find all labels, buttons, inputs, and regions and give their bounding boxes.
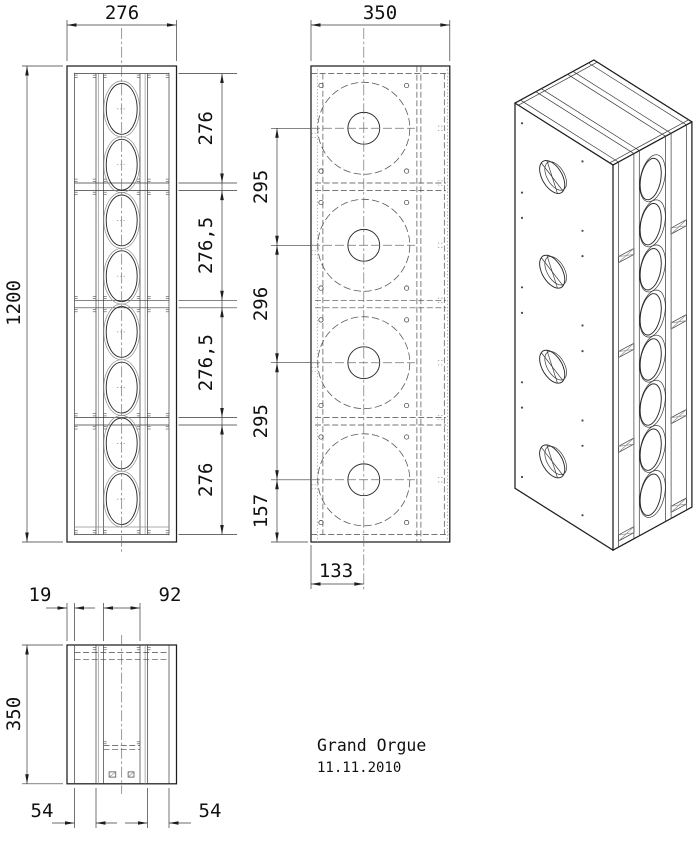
dimension-arrow xyxy=(25,66,29,76)
dimension-arrow xyxy=(311,582,321,586)
dim-label: 295 xyxy=(250,169,272,204)
dimension-arrow xyxy=(167,23,177,27)
screw-hole xyxy=(404,403,408,407)
dim-label: 276 xyxy=(195,462,217,497)
screw-hole xyxy=(319,286,323,290)
screw-hole xyxy=(319,520,323,524)
screw-dot xyxy=(581,255,583,257)
dimension-arrow xyxy=(220,74,224,84)
dimension-arrow xyxy=(25,645,29,655)
screw-dot xyxy=(521,407,523,409)
dimension-arrow xyxy=(58,606,68,610)
dimension-arrow xyxy=(75,606,85,610)
dimension-arrow xyxy=(220,408,224,418)
dimension-arrow xyxy=(275,533,279,543)
dimension-arrow xyxy=(220,308,224,318)
screw-hole xyxy=(319,169,323,173)
dimension-arrow xyxy=(104,606,114,610)
screw-dot xyxy=(581,350,583,352)
dimension-arrow xyxy=(275,353,279,363)
dim-label: 276 xyxy=(195,111,217,146)
dim-label: 296 xyxy=(250,286,272,322)
screw-dot xyxy=(521,217,523,219)
screw-dot xyxy=(581,160,583,162)
screw-dot xyxy=(581,514,583,516)
title-block xyxy=(317,736,426,776)
dim-label: 54 xyxy=(30,800,54,822)
screw-hole xyxy=(404,318,408,322)
side-view xyxy=(250,2,450,591)
screw-hole xyxy=(319,435,323,439)
screw-dot xyxy=(521,381,523,383)
drawing-date: 11.11.2010 xyxy=(317,760,402,776)
screw-hole xyxy=(404,200,408,204)
isometric-view xyxy=(515,60,692,550)
drawing-title: Grand Orgue xyxy=(317,736,427,755)
dimension-arrow xyxy=(275,236,279,246)
dim-label: 295 xyxy=(250,404,272,439)
dimension-arrow xyxy=(275,480,279,490)
dimension-arrow xyxy=(25,533,29,543)
dimension-arrow xyxy=(220,525,224,535)
dimension-arrow xyxy=(311,23,321,27)
dimension-arrow xyxy=(220,191,224,201)
dimension-arrow xyxy=(220,425,224,435)
front-view xyxy=(3,2,237,554)
screw-hole xyxy=(404,286,408,290)
dim-label: 350 xyxy=(362,2,398,24)
dimension-arrow xyxy=(25,774,29,784)
dimension-arrow xyxy=(275,245,279,255)
screw-hole xyxy=(319,318,323,322)
screw-dot xyxy=(521,192,523,194)
dim-label: 54 xyxy=(198,800,222,822)
screw-dot xyxy=(521,122,523,124)
dimension-arrow xyxy=(440,23,450,27)
top-view xyxy=(3,584,221,828)
screw-dot xyxy=(581,445,583,447)
screw-hole xyxy=(319,403,323,407)
screw-hole xyxy=(319,83,323,87)
screw-hole xyxy=(319,200,323,204)
dimension-arrow xyxy=(138,821,148,825)
side-outline xyxy=(311,66,450,542)
dim-label: 19 xyxy=(28,584,52,606)
dim-label: 276 xyxy=(104,2,140,24)
dim-label: 92 xyxy=(158,584,182,606)
dimension-arrow xyxy=(67,23,77,27)
dimension-arrow xyxy=(96,821,106,825)
dimension-arrow xyxy=(65,821,75,825)
dimension-arrow xyxy=(354,582,364,586)
dim-label: 1200 xyxy=(3,280,25,326)
screw-dot xyxy=(581,230,583,232)
dimension-arrow xyxy=(275,128,279,138)
screw-hole xyxy=(404,83,408,87)
screw-dot xyxy=(521,312,523,314)
dimension-arrow xyxy=(275,470,279,480)
dimension-arrow xyxy=(169,821,179,825)
dim-label: 276,5 xyxy=(195,216,217,275)
screw-dot xyxy=(521,476,523,478)
dim-label: 350 xyxy=(3,696,25,732)
dim-label: 276,5 xyxy=(195,333,217,392)
dimension-arrow xyxy=(220,174,224,184)
dim-label: 157 xyxy=(250,493,273,529)
screw-dot xyxy=(521,286,523,288)
dim-label: 133 xyxy=(318,560,354,582)
screw-dot xyxy=(581,324,583,326)
screw-hole xyxy=(404,520,408,524)
dimension-arrow xyxy=(131,606,141,610)
dimension-arrow xyxy=(220,291,224,301)
screw-hole xyxy=(404,169,408,173)
screw-dot xyxy=(581,419,583,421)
dimension-arrow xyxy=(275,363,279,373)
screw-hole xyxy=(404,435,408,439)
